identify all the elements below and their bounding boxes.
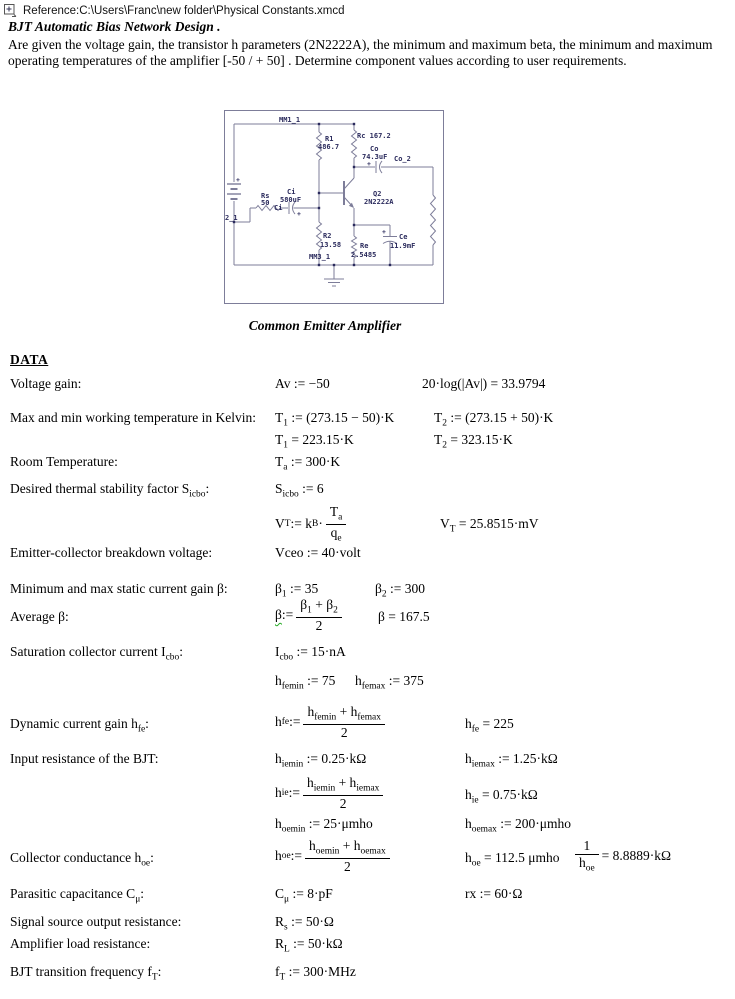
mm1-node-label: MM1_1 xyxy=(279,116,301,124)
math-expression[interactable]: $C_\mu$ := 8·pF xyxy=(275,886,333,905)
fraction: $\frac{1}{h_{oe}}$ xyxy=(575,838,599,874)
row-label: Dynamic current gain $h_{fe}$: xyxy=(10,716,149,735)
data-row xyxy=(10,410,735,428)
document-title: BJT Automatic Bias Network Design . xyxy=(8,19,221,34)
row-label: Average β: xyxy=(10,609,69,624)
math-expression[interactable]: $h_{femax}$ := 375 xyxy=(355,673,424,692)
math-fraction-expression[interactable]: h oe := $\frac{h_{oemin} + h_{oemax}}{2}$ xyxy=(275,838,393,874)
math-expression[interactable]: 20·log(|Av|) = 33.9794 xyxy=(422,376,546,391)
rs-value-label: 50 xyxy=(261,199,270,207)
data-row xyxy=(10,481,735,499)
data-row xyxy=(10,597,735,633)
row-label: Input resistance of the BJT: xyxy=(10,751,159,766)
math-expression[interactable]: $T_2$ := (273.15 + 50)·K xyxy=(434,410,554,429)
math-fraction-expression[interactable]: V T := k B · $\frac{T_a}{q_e}$ xyxy=(275,504,349,544)
math-expression[interactable]: $R_L$ := 50·kΩ xyxy=(275,936,343,955)
reference-path: Reference:C:\Users\Franc\new folder\Physical Constants.xmcd xyxy=(23,4,345,17)
data-row xyxy=(10,376,735,394)
math-expression[interactable]: Vceo := 40·volt xyxy=(275,545,361,560)
math-expression[interactable]: $S_{icbo}$ := 6 xyxy=(275,481,324,500)
mm3-node-label: MM3_1 xyxy=(309,253,331,261)
rs-label: Rs xyxy=(261,192,270,200)
transistor-q2 xyxy=(344,178,354,207)
data-row xyxy=(10,581,735,599)
math-expression[interactable]: $T_2 = 323.15\cdot K$ xyxy=(434,432,513,451)
row-label: Room Temperature: xyxy=(10,454,118,469)
data-row xyxy=(10,673,735,691)
math-expression[interactable]: $T_1 = 223.15\cdot K$ xyxy=(275,432,354,451)
battery-plus-sign: + xyxy=(236,176,240,184)
resistor-load xyxy=(431,195,436,245)
row-label: Voltage gain: xyxy=(10,376,82,391)
data-row xyxy=(10,936,735,954)
row-label: Minimum and max static current gain β: xyxy=(10,581,228,596)
row-label: Amplifier load resistance: xyxy=(10,936,151,951)
row-label: Max and min working temperature in Kelvin: xyxy=(10,410,256,425)
data-row xyxy=(10,504,735,544)
reference-region[interactable] xyxy=(4,4,344,17)
data-row xyxy=(10,545,735,563)
math-expression[interactable]: $h_{oemin}$ := 25·μmho xyxy=(275,816,373,835)
row-label: Parasitic capacitance $C_\mu$: xyxy=(10,886,145,905)
co-label: Co xyxy=(370,145,379,153)
math-expression[interactable]: $\beta_1$ := 35 xyxy=(275,581,319,600)
math-fraction-expression[interactable]: h fe := $\frac{h_{femin} + h_{femax}}{2}$ xyxy=(275,704,388,740)
math-expression[interactable]: $V_T = 25.8515\cdot mV$ xyxy=(440,516,539,535)
fraction: $\frac{h_{femin} + h_{femax}}{2}$ xyxy=(303,704,384,740)
math-expression[interactable]: $h_{ie} = 0.75\cdot k\Omega$ xyxy=(465,787,538,806)
data-row xyxy=(10,775,735,811)
math-expression[interactable]: $h_{femin}$ := 75 xyxy=(275,673,336,692)
math-expression[interactable]: $I_{cbo}$ := 15·nA xyxy=(275,644,346,663)
r2-value-label: 13.58 xyxy=(320,241,342,249)
fraction: $\frac{T_a}{q_e}$ xyxy=(326,504,346,544)
document-description: Are given the voltage gain, the transistor h parameters (2N2222A), the minimum and maximum beta, the minimum and maximum operating temperatures of the amplifier [-50 / + 50] . Determine component values according to user requirements. xyxy=(8,37,713,68)
q2-value-label: 2N2222A xyxy=(364,198,394,206)
node-21-label: 2_1 xyxy=(225,214,238,222)
math-fraction-expression[interactable]: h ie := $\frac{h_{iemin} + h_{iemax}}{2}$ xyxy=(275,775,386,811)
rc-label: Rc 167.2 xyxy=(357,132,391,140)
row-label: Collector conductance $h_{oe}$: xyxy=(10,850,154,869)
math-expression[interactable]: $h_{oemax}$ := 200·μmho xyxy=(465,816,572,835)
math-expression[interactable]: $h_{oe} = 112.5$ μmho xyxy=(465,850,560,869)
ce-value-label: 11.9mF xyxy=(390,242,416,250)
ground-symbol xyxy=(324,265,344,286)
ci-label: Ci xyxy=(287,188,296,196)
data-row xyxy=(10,644,735,662)
data-row xyxy=(10,816,735,834)
r2-label: R2 xyxy=(323,232,332,240)
re-value-label: 2.5485 xyxy=(351,251,377,259)
row-label: Signal source output resistance: xyxy=(10,914,182,929)
row-label: BJT transition frequency $f_T$: xyxy=(10,964,162,983)
circuit-schematic[interactable] xyxy=(224,110,445,306)
data-row xyxy=(10,454,735,472)
math-expression[interactable]: $h_{iemax}$ := 1.25·kΩ xyxy=(465,751,558,770)
math-expression[interactable]: $R_s$ := 50·Ω xyxy=(275,914,334,933)
data-row xyxy=(10,914,735,932)
data-row xyxy=(10,838,735,874)
co2-node-label: Co_2 xyxy=(394,155,411,163)
data-row xyxy=(10,432,735,450)
r1-value-label: 486.7 xyxy=(318,143,340,151)
math-expression[interactable]: $h_{iemin}$ := 0.25·kΩ xyxy=(275,751,367,770)
math-expression[interactable]: $h_{fe} = 225$ xyxy=(465,716,514,735)
r1-label: R1 xyxy=(325,135,334,143)
co-value-label: 74.3uF xyxy=(362,153,388,161)
co-plus-sign: + xyxy=(367,160,371,168)
ce-plus-sign: + xyxy=(382,228,386,236)
math-expression[interactable]: rx := 60·Ω xyxy=(465,886,523,901)
ci-plus-sign: + xyxy=(297,210,301,218)
ce-label: Ce xyxy=(399,233,408,241)
math-expression[interactable]: $T_a$ := 300·K xyxy=(275,454,341,473)
math-expression[interactable]: β = 167.5 xyxy=(378,609,430,624)
q2-label: Q2 xyxy=(373,190,382,198)
math-expression[interactable]: Av := −50 xyxy=(275,376,330,391)
battery-symbol xyxy=(227,184,241,199)
fraction: $\frac{h_{iemin} + h_{iemax}}{2}$ xyxy=(303,775,383,811)
math-fraction-expression[interactable]: $\frac{1}{h_{oe}}$ = 8.8889·kΩ xyxy=(572,838,671,874)
row-label: Emitter-collector breakdown voltage: xyxy=(10,545,213,560)
data-row xyxy=(10,964,735,982)
ci-small-label: Ci xyxy=(274,204,283,212)
reference-icon xyxy=(4,4,17,17)
math-fraction-expression[interactable]: β := $\frac{\beta_1 + \beta_2}{2}$ xyxy=(275,597,345,633)
math-expression[interactable]: $\beta_2$ := 300 xyxy=(375,581,425,600)
fraction: $\frac{\beta_1 + \beta_2}{2}$ xyxy=(296,597,342,633)
warn-variable: β xyxy=(275,607,282,623)
data-section-heading: DATA xyxy=(10,352,49,367)
data-row xyxy=(10,886,735,904)
resistor-rc xyxy=(352,130,357,158)
fraction: $\frac{h_{oemin} + h_{oemax}}{2}$ xyxy=(305,838,390,874)
row-label: Desired thermal stability factor $S_{icbo}$: xyxy=(10,481,210,500)
row-label: Saturation collector current $I_{cbo}$: xyxy=(10,644,183,663)
circuit-caption: Common Emitter Amplifier xyxy=(248,318,402,333)
ci-value-label: 580uF xyxy=(280,196,302,204)
math-expression[interactable]: $T_1$ := (273.15 − 50)·K xyxy=(275,410,395,429)
data-row xyxy=(10,704,735,740)
math-expression[interactable]: $f_T$ := 300·MHz xyxy=(275,964,356,983)
re-label: Re xyxy=(360,242,369,250)
data-row xyxy=(10,751,735,769)
